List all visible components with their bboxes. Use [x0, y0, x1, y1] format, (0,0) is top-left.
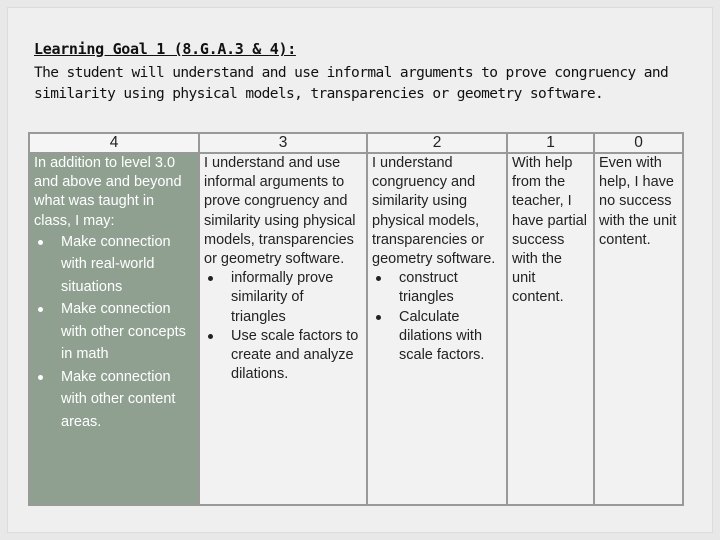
level-4-list: [34, 231, 194, 434]
level-1-cell: [507, 153, 594, 505]
level-4-cell: [29, 153, 199, 505]
level-3-cell: [199, 153, 367, 505]
rubric-table: [28, 132, 684, 506]
level-2-cell: [367, 153, 507, 505]
header-level-4: 4: [29, 133, 199, 153]
level-1-text: With help from the teacher, I have partial success with the unit content.: [512, 155, 587, 306]
header-level-0: 0: [594, 133, 683, 153]
header-level-3: 3: [199, 133, 367, 153]
rubric-header-row: [29, 133, 683, 153]
level-4-bullet: Make connection with other concepts in math: [34, 298, 194, 366]
slide: [8, 8, 712, 532]
level-4-bullet: Make connection with real-world situations: [34, 231, 194, 299]
header-level-1: 1: [507, 133, 594, 153]
level-2-bullet: Calculate dilations with scale factors.: [372, 308, 502, 366]
level-2-list: [372, 269, 502, 365]
learning-goal-title: Learning Goal 1 (8.G.A.3 & 4):: [34, 40, 296, 58]
level-3-intro: I understand and use informal arguments to prove congruency and similarity using physical models, transparencies or geometry software.: [204, 155, 356, 268]
level-4-bullet: Make connection with other content areas.: [34, 366, 194, 434]
header-level-2: 2: [367, 133, 507, 153]
level-2-bullet: construct triangles: [372, 269, 502, 307]
level-3-bullet: Use scale factors to create and analyze dilations.: [204, 327, 362, 385]
learning-goal-description: The student will understand and use informal arguments to prove congruency and similarity using physical models, transparencies or geometry software.: [34, 65, 669, 102]
level-2-intro: I understand congruency and similarity using physical models, transparencies or geometry software.: [372, 155, 496, 268]
level-3-bullet: informally prove similarity of triangles: [204, 269, 362, 327]
level-3-list: [204, 269, 362, 384]
level-4-intro: In addition to level 3.0 and above and beyond what was taught in class, I may:: [34, 155, 182, 229]
level-0-cell: [594, 153, 683, 505]
rubric-body-row: [29, 153, 683, 505]
level-0-text: Even with help, I have no success with the unit content.: [599, 155, 677, 248]
